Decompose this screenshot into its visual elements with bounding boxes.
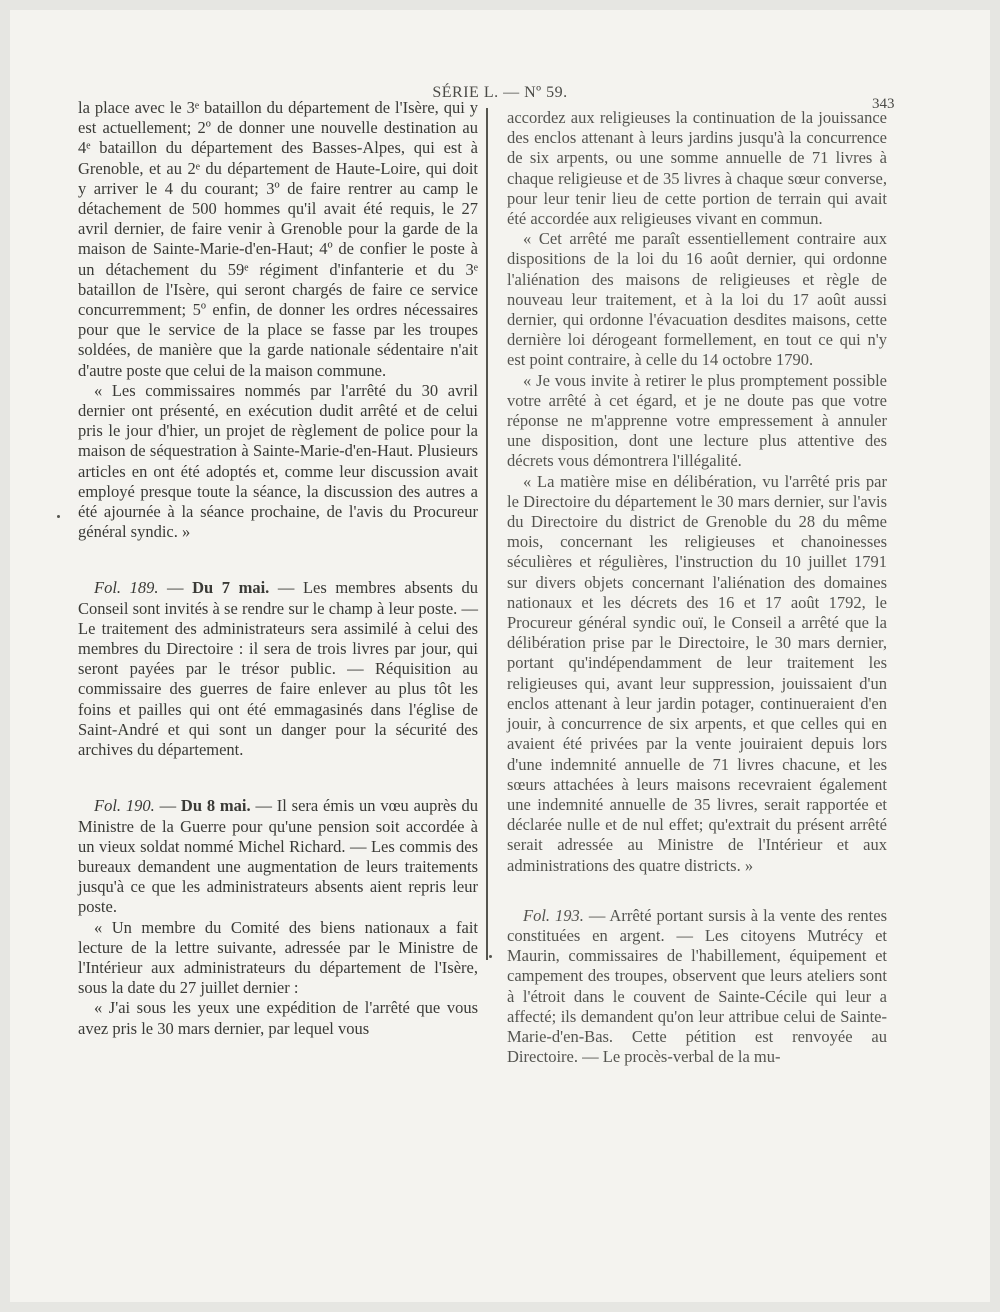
- entry-text: — Il sera émis un vœu auprès du Ministre de la Guerre pour qu'une pension soit accordée à un vieux soldat nommé Michel Richard. — Les commis des bureaux demandent une augmentation de leurs traitements jusqu'à ce que les administrateurs absents aient repris leur poste.: [78, 796, 479, 917]
- right-column: [507, 108, 887, 1067]
- column-divider: [486, 108, 488, 960]
- folio-reference: Fol. 190.: [94, 796, 155, 816]
- section-gap: [78, 760, 478, 796]
- entry-date: Du 7 mai.: [192, 578, 270, 598]
- paragraph: accordez aux religieuses la continuation de la jouissance des enclos attenant à leurs jardins jusqu'à la concurrence de six arpents, ou une somme annuelle de 71 livres à chaque religieuse et de 35 livres à chaque sœur converse, pour leur tenir lieu de cette portion de terrain qui avait été accordée aux religieuses vivant en commun.: [507, 108, 887, 229]
- running-header: SÉRIE L. — Nº 59.: [432, 84, 568, 101]
- entry-text: — Arrêté portant sursis à la vente des rentes constituées en argent. — Les citoyens Mutrécy et Maurin, commissaires de l'habillement, équipement et campement des troupes, observent que leurs ateliers sont à l'étroit dans le couvent de Sainte-Cécile qui leur a affecté; ils demandent qu'on leur attribue celui de Sainte-Marie-d'en-Bas. Cette pétition est renvoyée au Directoire. — Le procès-verbal de la mu-: [507, 905, 887, 1067]
- document-page: [10, 10, 990, 1302]
- paragraph: « Les commissaires nommés par l'arrêté du 30 avril dernier ont présenté, en exécution dudit arrêté et de celui pris le jour d'hier, un projet de règlement de police pour la maison de séquestration à Sainte-Marie-d'en-Haut. Plusieurs articles en ont été adoptés et, comme leur discussion avait employé presque toute la séance, la discussion des autres a été ajournée à la séance prochaine, de l'avis du Procureur général syndic. »: [78, 380, 478, 542]
- section-gap: [78, 542, 478, 578]
- paragraph: « Cet arrêté me paraît essentiellement contraire aux dispositions de la loi du 16 août dernier, qui ordonne l'aliénation des maisons de religieuses et règle de nouveau leur traitement, et à la loi du 17 août aussi dernier, qui ordonne l'évacuation desdites maisons, cette dernière loi dérogeant formellement, en tout ce qui n'y est point contraire, à celle du 14 octobre 1790.: [507, 229, 887, 370]
- entry-fol-189: Fol. 189. — Du 7 mai. — Les membres absents du Conseil sont invités à se rendre sur le champ à leur poste. — Le traitement des administrateurs sera assimilé à celui des membres du Directoire : il sera de trois livres par jour, qui seront payées par le trésor public. — Réquisition au commissaire des guerres de faire enlever au plus tôt les foins et pailles qui ont été emmagasinés dans l'église de Saint-André et qui sont un danger pour la sécurité des archives du département.: [78, 578, 479, 760]
- entry-date: Du 8 mai.: [180, 796, 251, 816]
- paragraph: la place avec le 3ᵉ bataillon du département de l'Isère, qui y est actuellement; 2º de donner une nouvelle destination au 4ᵉ bataillon du département des Basses-Alpes, qui est à Grenoble, et au 2ᵉ du département de Haute-Loire, qui doit y arriver le 4 du courant; 3º de faire rentrer au camp le détachement de 500 hommes qu'il avait été requis, le 27 avril dernier, de faire venir à Grenoble pour la garde de la maison de Sainte-Marie-d'en-Haut; 4º de confier le poste à un détachement du 59ᵉ régiment d'infanterie et du 3ᵉ bataillon de l'Isère, qui seront chargés de faire ce service concurremment; 5º enfin, de donner les ordres nécessaires pour que le service de la place se fasse par les troupes soldées, de manière que la garde nationale sédentaire n'ait d'autre poste que celui de la maison commune.: [78, 98, 478, 380]
- paragraph: « J'ai sous les yeux une expédition de l'arrêté que vous avez pris le 30 mars dernier, par lequel vous: [78, 998, 478, 1038]
- speck-mark: [489, 955, 492, 958]
- left-column: [78, 98, 478, 1039]
- section-gap: [507, 876, 887, 906]
- folio-reference: Fol. 193.: [523, 905, 584, 925]
- speck-mark: [57, 515, 60, 518]
- entry-text: — Les membres absents du Conseil sont invités à se rendre sur le champ à leur poste. — Le traitement des administrateurs sera assimilé à celui des membres du Directoire : il sera de trois livres par jour, qui seront payées par le trésor public. — Réquisition au commissaire des guerres de faire enlever au plus tôt les foins et pailles qui ont été emmagasinés dans l'église de Saint-André et qui sont un danger pour la sécurité des archives du département.: [78, 578, 479, 760]
- paragraph: « Un membre du Comité des biens nationaux a fait lecture de la lettre suivante, adressée par le Ministre de l'Intérieur aux administrateurs du département de l'Isère, sous la date du 27 juillet dernier :: [78, 917, 478, 998]
- paragraph: « Je vous invite à retirer le plus promptement possible votre arrêté à cet égard, et je ne doute pas que votre réponse ne m'apprenne votre empressement à annuler une disposition, dont une lecture plus attentive des décrets vous démontrera l'illégalité.: [507, 370, 887, 471]
- entry-fol-190: Fol. 190. — Du 8 mai. — Il sera émis un vœu auprès du Ministre de la Guerre pour qu'une pension soit accordée à un vieux soldat nommé Michel Richard. — Les commis des bureaux demandent une augmentation de leurs traitements jusqu'à ce que les administrateurs absents aient repris leur poste.: [78, 796, 479, 917]
- paragraph: « La matière mise en délibération, vu l'arrêté pris par le Directoire du département le 30 mars dernier, sur l'avis du Directoire du district de Grenoble du 28 du même mois, concernant les religieuses et chanoinesses séculières et régulières, l'instruction du 10 juillet 1791 sur divers objets concernant l'aliénation des domaines nationaux et les décrets des 16 et 17 août 1792, le Procureur général syndic ouï, le Conseil a arrêté que la délibération prise par le Directoire, le 30 mars dernier, portant qu'indépendamment de leur traitement les religieuses qui, avant leur suppression, jouissaient d'un enclos attenant à leur jardin potager, continueraient d'en jouir, à concurrence de six arpents, et que celles qui en avaient été privées par la vente jouiraient depuis lors d'une indemnité annuelle de 71 livres chacune, et les sœurs attachées à leurs maisons recevraient également une indemnité annuelle de 35 livres, serait rapportée et déclarée nulle et de nul effet; qu'extrait du présent arrêté serait adressée au Ministre de l'Intérieur et aux administrations des quatre districts. »: [507, 471, 887, 875]
- entry-fol-193: [507, 906, 887, 1068]
- page-number: 343: [872, 96, 895, 112]
- folio-reference: Fol. 189.: [94, 578, 159, 598]
